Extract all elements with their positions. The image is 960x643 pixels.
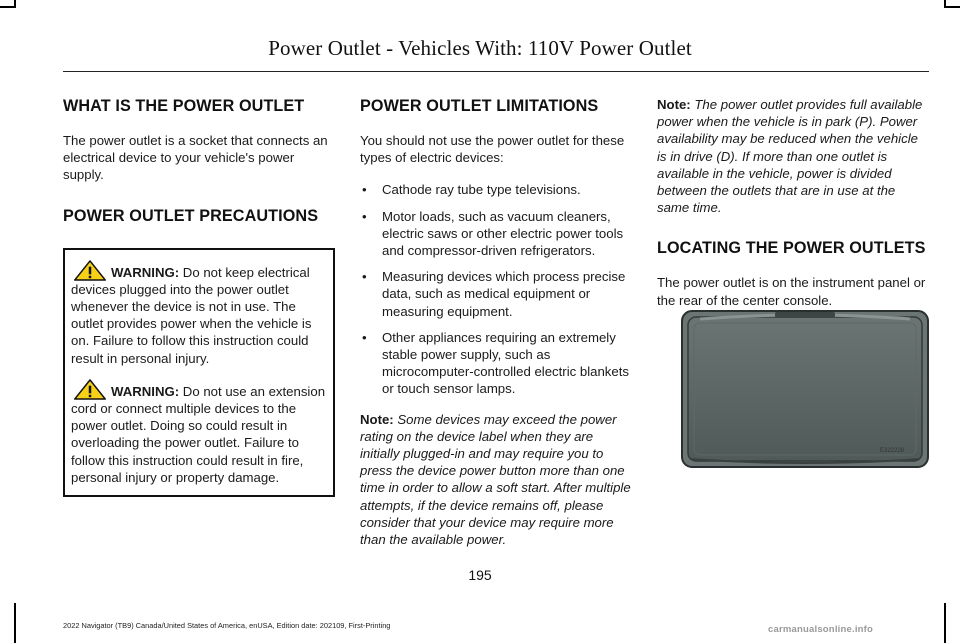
crop-mark — [14, 0, 16, 8]
warning-triangle-icon — [73, 379, 107, 400]
heading-what-is: WHAT IS THE POWER OUTLET — [63, 97, 305, 115]
note-label: Note: — [360, 411, 394, 427]
list-item: • Motor loads, such as vacuum cleaners, electric saws or other electric power tools and compressor-driven refrigerators. — [360, 208, 632, 260]
warning-triangle-icon — [73, 260, 107, 281]
warning-label: WARNING: — [111, 383, 180, 399]
watermark: carmanualsonline.info — [768, 624, 874, 635]
warning-box — [63, 248, 335, 497]
note-label: Note: — [657, 97, 691, 112]
column-middle — [360, 96, 632, 563]
paragraph-limitations-intro: You should not use the power outlet for these types of electric devices: — [360, 133, 625, 166]
heading-locating: LOCATING THE POWER OUTLETS — [657, 239, 926, 258]
power-outlet-cover-illustration — [680, 309, 930, 469]
note-power-availability — [657, 96, 929, 216]
note-soft-start — [360, 411, 632, 549]
list-item: • Other appliances requiring an extremely stable power supply, such as microcomputer-controlled electric blankets or touch sensor lamps. — [360, 329, 632, 398]
warning-1 — [71, 260, 327, 367]
column-right — [657, 96, 929, 324]
list-item: • Cathode ray tube type televisions. — [360, 181, 632, 198]
column-left — [63, 96, 335, 497]
warning-text: Do not keep electrical devices plugged into the power outlet whenever the device is not in use. The outlet provides power when the vehicle is on. Failure to follow this instruction could result in personal injury. — [71, 264, 312, 366]
crop-mark — [944, 0, 946, 8]
warning-2 — [71, 379, 327, 486]
paragraph-locating: The power outlet is on the instrument panel or the rear of the center console. — [657, 275, 926, 308]
page-number: 195 — [468, 567, 492, 583]
heading-limitations: POWER OUTLET LIMITATIONS — [360, 97, 599, 115]
page-title: Power Outlet - Vehicles With: 110V Power Outlet — [268, 36, 692, 60]
note-text: The power outlet provides full available power when the vehicle is in park (P). Power availability may be reduced when the vehicle is in drive (D). If more than one outlet is available in the vehicle, power is divided between the outlets that are in use at the same time. — [657, 97, 923, 216]
warning-text: Do not use an extension cord or connect multiple devices to the power outlet. Doing so could result in overloading the power outlet. Failure to follow this instruction could result in fire, personal injury or property damage. — [71, 383, 326, 485]
crop-mark — [944, 603, 946, 643]
note-text: Some devices may exceed the power rating on the device label when they are initially plugged-in and may require you to press the device power button more than one time in order to allow a soft start. After multiple attempts, if the device remains off, please consider that your device may require more than the available power. — [360, 411, 631, 548]
figure-code: E322228 — [880, 448, 905, 454]
header-divider — [63, 71, 929, 72]
list-item: • Measuring devices which process precise data, such as medical equipment or measuring equipment. — [360, 268, 632, 320]
footer-edition: 2022 Navigator (TB9) Canada/United States of America, enUSA, Edition date: 202109, First-Printing — [63, 621, 391, 630]
warning-label: WARNING: — [111, 264, 180, 280]
paragraph-what-is: The power outlet is a socket that connects an electrical device to your vehicle's power supply. — [63, 133, 328, 183]
crop-mark — [944, 6, 960, 8]
limitations-list — [360, 181, 632, 397]
heading-precautions: POWER OUTLET PRECAUTIONS — [63, 206, 319, 225]
crop-mark — [14, 603, 16, 643]
